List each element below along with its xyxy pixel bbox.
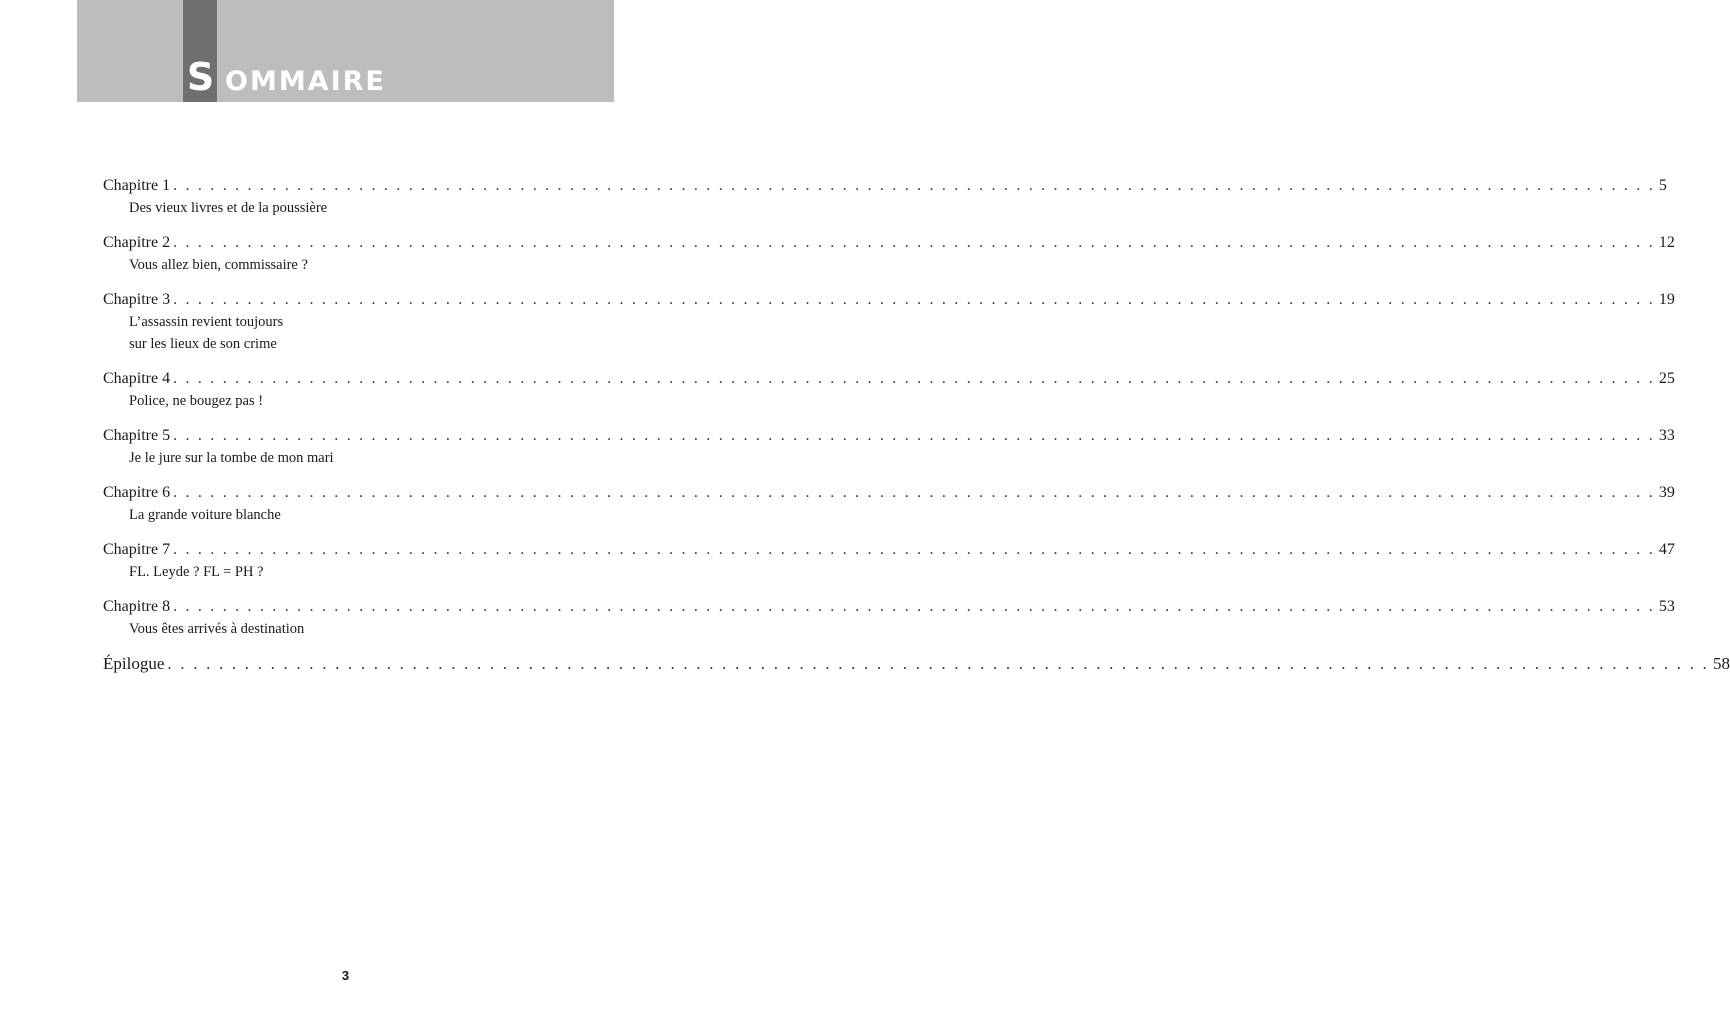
toc-line bbox=[103, 289, 1675, 311]
toc-line bbox=[103, 232, 1675, 254]
dot-leader: . . . . . . . . . . . . . . . . . . . . . . . . . . . . . . . . . . . . . . . . . . . . . . . . . . . . . . . . . . . . . . . . . . . . . . . . . . . . . . . . . . . . . . . . . . . . . . . . . . . . . . . . . . . . . . . . . . . . . . . . bbox=[167, 654, 1709, 673]
table-of-contents bbox=[103, 175, 1730, 688]
toc-page-number: 5 bbox=[1658, 177, 1667, 194]
toc-line bbox=[103, 368, 1675, 390]
toc-label: Chapitre 7 bbox=[103, 541, 171, 558]
dot-leader: . . . . . . . . . . . . . . . . . . . . . . . . . . . . . . . . . . . . . . . . . . . . . . . . . . . . . . . . . . . . . . . . . . . . . . . . . . . . . . . . . . . . . . . . . . . . . . . . . . . . . . . . . . . . . . . . . . . . . . . . bbox=[173, 177, 1655, 194]
toc-subtitle: Vous allez bien, commissaire ? bbox=[129, 257, 308, 273]
toc-page-number: 12 bbox=[1658, 234, 1675, 251]
toc-label: Chapitre 2 bbox=[103, 234, 171, 251]
toc-subtitle: L’assassin revient toujours bbox=[129, 314, 284, 330]
dot-leader: . . . . . . . . . . . . . . . . . . . . . . . . . . . . . . . . . . . . . . . . . . . . . . . . . . . . . . . . . . . . . . . . . . . . . . . . . . . . . . . . . . . . . . . . . . . . . . . . . . . . . . . . . . . . . . . . . . . . . . . . bbox=[173, 234, 1655, 251]
toc-line bbox=[103, 653, 1730, 675]
toc-subtitle: sur les lieux de son crime bbox=[129, 336, 277, 352]
title-initial: S bbox=[186, 55, 215, 99]
toc-page-number: 19 bbox=[1658, 291, 1675, 308]
toc-line bbox=[103, 175, 1667, 197]
toc-subtitle: Je le jure sur la tombe de mon mari bbox=[129, 450, 334, 466]
toc-entry bbox=[103, 653, 1730, 675]
dot-leader: . . . . . . . . . . . . . . . . . . . . . . . . . . . . . . . . . . . . . . . . . . . . . . . . . . . . . . . . . . . . . . . . . . . . . . . . . . . . . . . . . . . . . . . . . . . . . . . . . . . . . . . . . . . . . . . . . . . . . . . . bbox=[173, 370, 1655, 387]
toc-subtitle: Des vieux livres et de la poussière bbox=[129, 200, 328, 216]
dot-leader: . . . . . . . . . . . . . . . . . . . . . . . . . . . . . . . . . . . . . . . . . . . . . . . . . . . . . . . . . . . . . . . . . . . . . . . . . . . . . . . . . . . . . . . . . . . . . . . . . . . . . . . . . . . . . . . . . . . . . . . . bbox=[173, 541, 1655, 558]
toc-subtitle: FL. Leyde ? FL = PH ? bbox=[129, 564, 264, 580]
toc-subtitle: La grande voiture blanche bbox=[129, 507, 281, 523]
toc-line bbox=[103, 482, 1675, 504]
toc-label: Chapitre 1 bbox=[103, 177, 171, 194]
dot-leader: . . . . . . . . . . . . . . . . . . . . . . . . . . . . . . . . . . . . . . . . . . . . . . . . . . . . . . . . . . . . . . . . . . . . . . . . . . . . . . . . . . . . . . . . . . . . . . . . . . . . . . . . . . . . . . . . . . . . . . . . bbox=[173, 484, 1655, 501]
toc-entry bbox=[103, 368, 1675, 412]
dot-leader: . . . . . . . . . . . . . . . . . . . . . . . . . . . . . . . . . . . . . . . . . . . . . . . . . . . . . . . . . . . . . . . . . . . . . . . . . . . . . . . . . . . . . . . . . . . . . . . . . . . . . . . . . . . . . . . . . . . . . . . . bbox=[173, 291, 1655, 308]
toc-page-number: 53 bbox=[1658, 598, 1675, 615]
toc-entry bbox=[103, 482, 1675, 526]
toc-page-number: 25 bbox=[1658, 370, 1675, 387]
toc-entry bbox=[103, 425, 1675, 469]
toc-page-number: 47 bbox=[1658, 541, 1675, 558]
toc-entry bbox=[103, 289, 1675, 355]
toc-label: Chapitre 3 bbox=[103, 291, 171, 308]
toc-subtitle: Police, ne bougez pas ! bbox=[129, 393, 264, 409]
toc-line bbox=[103, 539, 1675, 561]
toc-label: Chapitre 5 bbox=[103, 427, 171, 444]
toc-label: Chapitre 4 bbox=[103, 370, 171, 387]
page-title bbox=[184, 55, 386, 99]
toc-page-number: 33 bbox=[1658, 427, 1675, 444]
toc-page-number: 39 bbox=[1658, 484, 1675, 501]
title-rest: OMMAIRE bbox=[225, 66, 386, 97]
toc-label: Chapitre 8 bbox=[103, 598, 171, 615]
toc-label: Épilogue bbox=[103, 654, 165, 673]
dot-leader: . . . . . . . . . . . . . . . . . . . . . . . . . . . . . . . . . . . . . . . . . . . . . . . . . . . . . . . . . . . . . . . . . . . . . . . . . . . . . . . . . . . . . . . . . . . . . . . . . . . . . . . . . . . . . . . . . . . . . . . . bbox=[173, 598, 1655, 615]
toc-line bbox=[103, 425, 1675, 447]
toc-entry bbox=[103, 539, 1675, 583]
page-number: 3 bbox=[341, 968, 350, 983]
toc-subtitle: Vous êtes arrivés à destination bbox=[129, 621, 305, 637]
toc-entry bbox=[103, 596, 1675, 640]
toc-entry bbox=[103, 232, 1675, 276]
toc-label: Chapitre 6 bbox=[103, 484, 171, 501]
toc-page-number: 58 bbox=[1712, 654, 1730, 673]
toc-line bbox=[103, 596, 1675, 618]
toc-entry bbox=[103, 175, 1667, 219]
dot-leader: . . . . . . . . . . . . . . . . . . . . . . . . . . . . . . . . . . . . . . . . . . . . . . . . . . . . . . . . . . . . . . . . . . . . . . . . . . . . . . . . . . . . . . . . . . . . . . . . . . . . . . . . . . . . . . . . . . . . . . . . bbox=[173, 427, 1655, 444]
